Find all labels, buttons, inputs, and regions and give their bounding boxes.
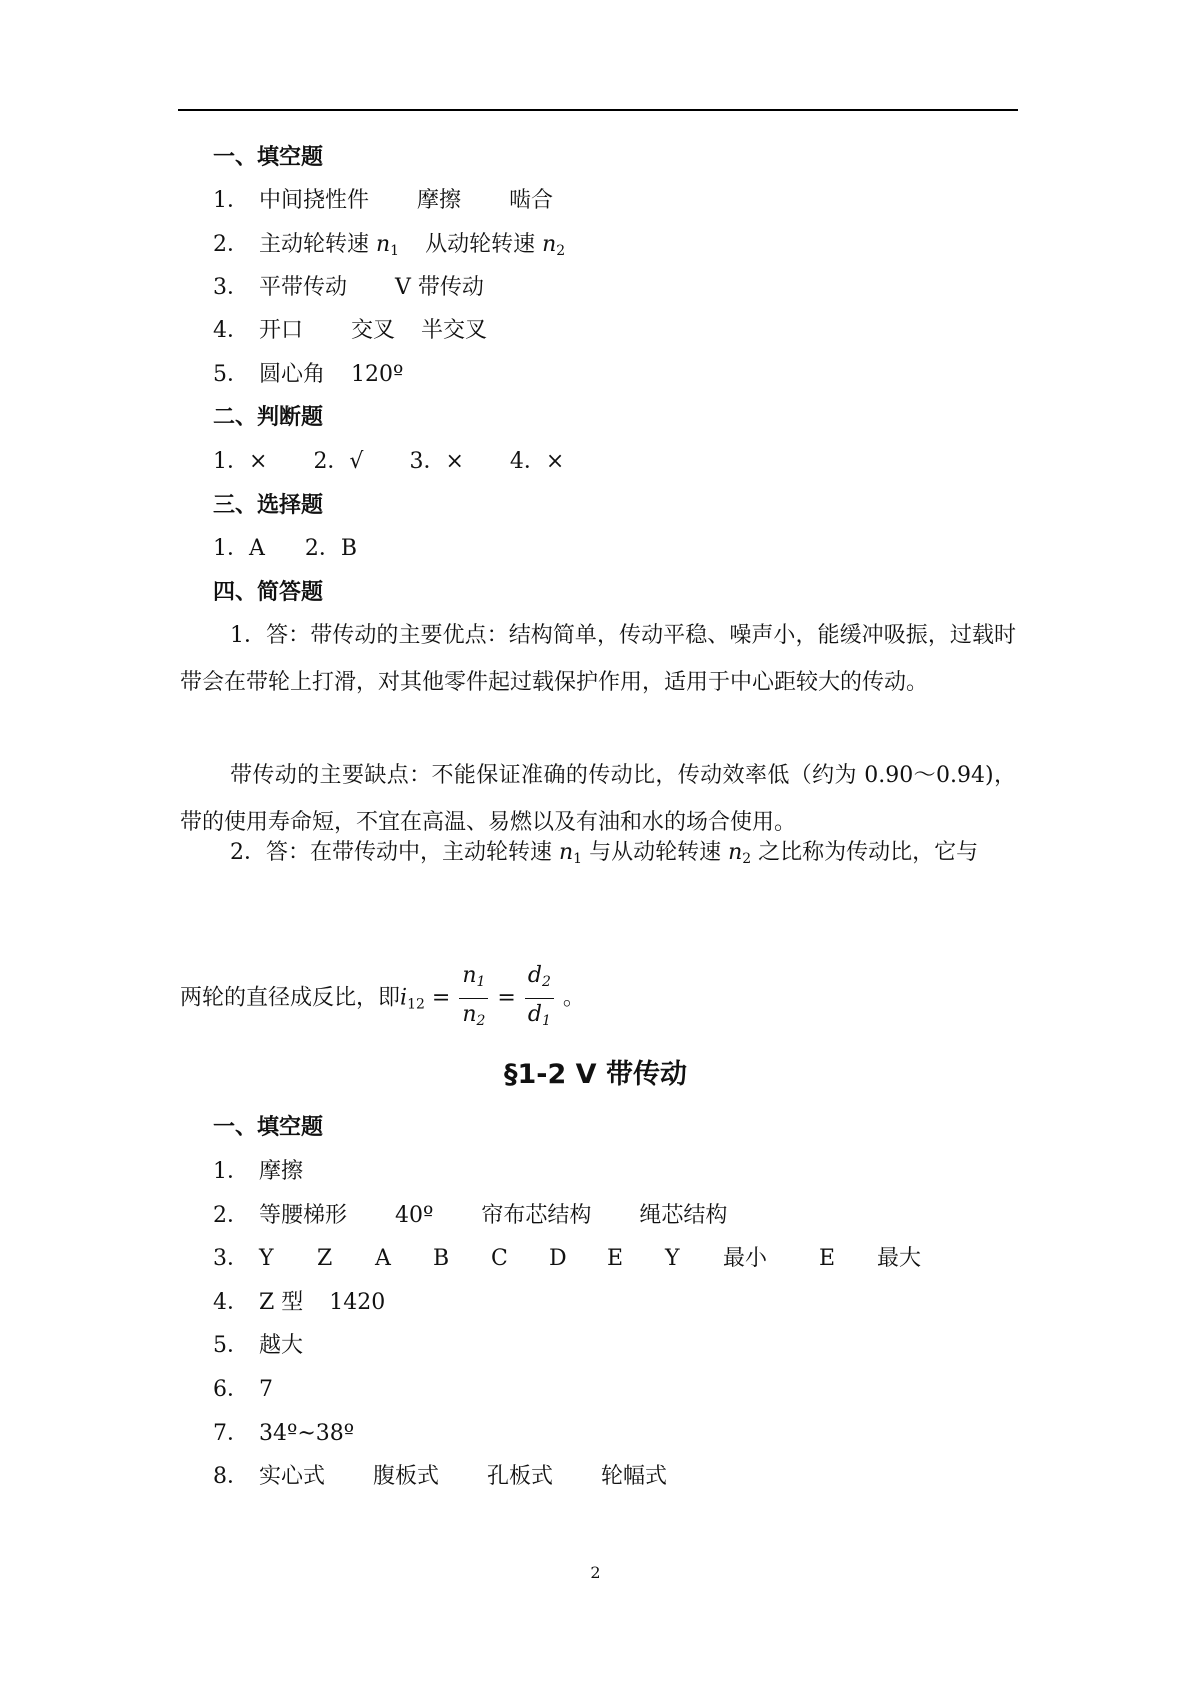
item-number: 1． [213,188,249,213]
answer: A [375,1246,391,1271]
formula-symbol: i [400,985,408,1011]
short-answer-2: 2．答：在带传动中，主动轮转速 $n_1$ 与从动轮转速 $n_2$ 之比称为传动比，它与 [230,840,979,867]
answer: 啮合 [509,188,554,213]
header-rule [178,109,1018,111]
answer: 孔板式 [487,1464,554,1489]
item-number: 1． [213,1159,249,1184]
section-title: §1-2 V 带传动 [504,1059,687,1090]
answer: C [491,1246,508,1271]
answer: 交叉 [351,318,396,343]
item-number: 5． [213,1333,249,1358]
item-number: 2． [213,232,249,257]
answer: E [607,1246,624,1271]
answer: 平带传动 [259,275,348,300]
fill-line-5 [213,360,451,390]
answer: 主动轮转速 $n_1$ [259,232,400,259]
p2-line-1 [213,1157,351,1187]
answer: B [433,1246,450,1271]
heading-true-false: 二、判断题 [213,405,324,430]
answer: 帘布芯结构 [481,1203,592,1228]
answer: 半交叉 [421,318,488,343]
answer: 摩擦 [259,1159,304,1184]
p2-line-6 [213,1375,321,1405]
p2-line-3 [213,1244,935,1274]
heading-multiple-choice: 三、选择题 [213,493,324,518]
item-number: 4． [213,1290,249,1315]
fill-line-3 [213,273,532,303]
item-number: 3． [213,275,249,300]
item-number: 2． [213,1203,249,1228]
p2-line-5 [213,1331,351,1361]
item-number: 3． [213,1246,249,1271]
p2-line-2 [213,1201,775,1231]
short-answer-1-disadvantages: 带传动的主要缺点：不能保证准确的传动比，传动效率低（约为 0.90～0.94)，带的使用寿命短，不宜在高温、易燃以及有油和水的场合使用。 [180,763,1016,835]
answer: E [819,1246,836,1271]
answer: 实心式 [259,1464,326,1489]
answer: 绳芯结构 [639,1203,728,1228]
heading-short-answer: 四、简答题 [213,580,324,605]
answer: Z [317,1246,333,1271]
item-number: 5． [213,362,249,387]
short-answer-1-advantages: 1．答：带传动的主要优点：结构简单，传动平稳、噪声小，能缓冲吸振，过载时带会在带轮上打滑，对其他零件起过载保护作用，适用于中心距较大的传动。 [180,623,1016,695]
answer: 7 [259,1377,273,1402]
answer: 开口 [259,318,304,343]
answer: Z 型 [259,1290,304,1315]
answer: 中间挠性件 [259,188,370,213]
answer: 轮幅式 [601,1464,668,1489]
answer: 从动轮转速 $n_2$ [425,232,566,259]
answer: 等腰梯形 [259,1203,348,1228]
answer: 120º [351,362,404,387]
answer: 40º [395,1203,434,1228]
answer: Y [665,1246,680,1271]
choice-answer: 1．A [213,536,265,561]
answer: 圆心角 [259,362,326,387]
formula-lead-text: 两轮的直径成反比，即 [180,985,401,1011]
answer: 越大 [259,1333,304,1358]
item-number: 7． [213,1421,249,1446]
judge-answer: 4．× [509,449,565,474]
answer: 摩擦 [417,188,462,213]
fill-line-1 [213,186,601,216]
judge-line [213,447,612,477]
item-number: 8． [213,1464,249,1489]
p2-line-7 [213,1419,402,1449]
page-number: 2 [590,1563,601,1582]
answer: Y [259,1246,274,1271]
choice-answer: 2．B [304,536,358,561]
answer: 腹板式 [373,1464,440,1489]
ratio-formula-line: 两轮的直径成反比，即$i_{12}$ = $\frac{n_1}{n_2}$ = $\frac{d_2}{d_1}$ 。 [180,960,585,1037]
fill-line-2 [213,230,613,266]
answer: 最小 [723,1246,768,1271]
fill-line-4 [213,316,535,346]
heading-fill-in-2: 一、填空题 [213,1115,324,1140]
answer: V 带传动 [395,275,484,300]
answer: 1420 [329,1290,386,1315]
judge-answer: 1．× [213,449,268,474]
p2-line-8 [213,1462,715,1492]
fraction-d: $\frac{d_2}{d_1}$ [525,960,554,1037]
item-number: 6． [213,1377,249,1402]
item-number: 4． [213,318,249,343]
choice-line [213,534,405,564]
p2-line-4 [213,1288,433,1318]
fraction-n: $\frac{n_1}{n_2}$ [459,960,488,1037]
heading-fill-in: 一、填空题 [213,145,324,170]
answer: 最大 [877,1246,922,1271]
judge-answer: 2．√ [313,449,364,474]
answer: D [549,1246,567,1271]
answer: 34º~38º [259,1421,355,1446]
judge-answer: 3．× [409,449,464,474]
